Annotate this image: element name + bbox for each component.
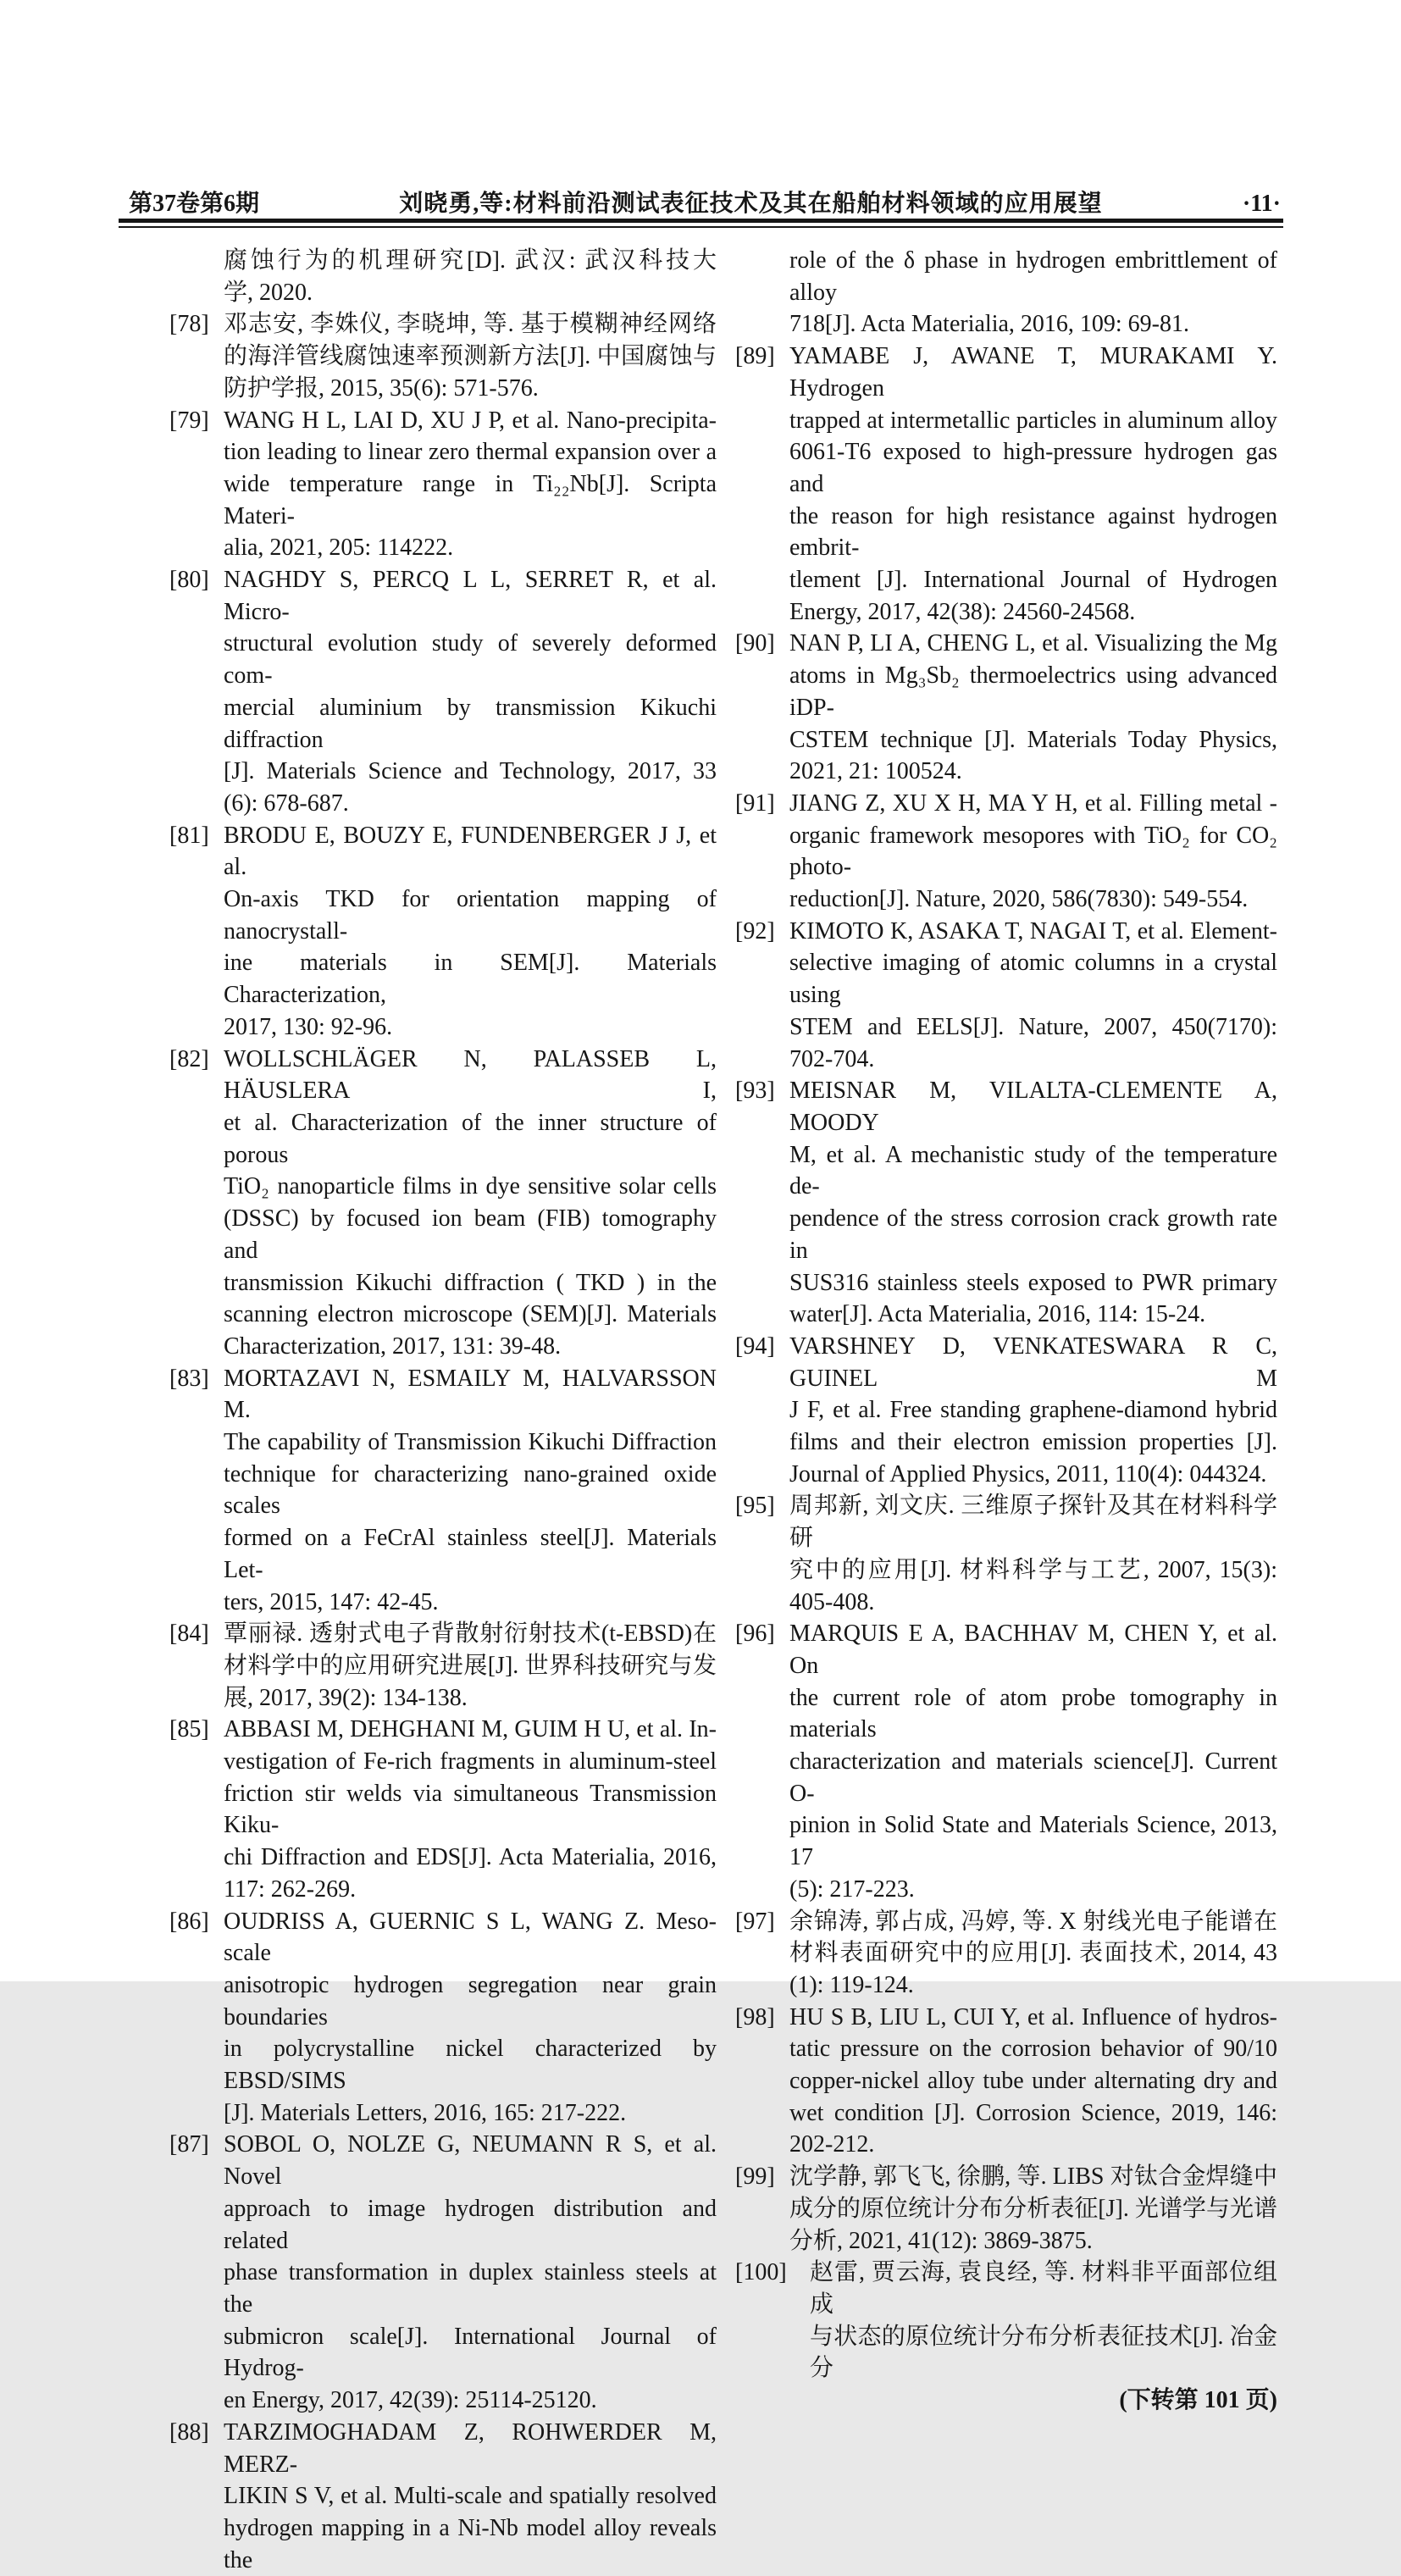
reference-line: CSTEM technique [J]. Materials Today Physics, xyxy=(789,726,1277,753)
reference-line: 沈学静, 郭飞飞, 徐鹏, 等. LIBS 对钛合金焊缝中 xyxy=(789,2163,1277,2191)
reference-item xyxy=(735,1331,1277,1491)
reference-item xyxy=(169,405,717,565)
reference-line: [J]. Materials Science and Technology, 2017, 33 xyxy=(224,758,717,785)
reference-line: phase transformation in duplex stainless steels at the xyxy=(224,2259,717,2318)
reference-line: 腐蚀行为的机理研究[D]. 武汉: 武汉科技大 xyxy=(224,247,717,274)
reference-line: pinion in Solid State and Materials Science, 2013, 17 xyxy=(789,1812,1277,1871)
reference-line: the current role of atom probe tomography in materials xyxy=(789,1684,1277,1743)
reference-number: [89] xyxy=(735,343,775,370)
reference-line: the reason for high resistance against hydrogen embrit- xyxy=(789,502,1277,562)
reference-line: tlement [J]. International Journal of Hydrogen xyxy=(789,567,1277,594)
reference-line: alia, 2021, 205: 114222. xyxy=(224,535,454,562)
reference-line: organic framework mesopores with TiO₂ for CO₂ photo- xyxy=(789,822,1277,881)
reference-line: 702-704. xyxy=(789,1045,875,1072)
reference-line: 与状态的原位统计分布分析表征技术[J]. 冶金分 xyxy=(810,2323,1277,2382)
reference-number: [82] xyxy=(169,1045,209,1072)
reference-number: [99] xyxy=(735,2163,775,2191)
reference-number: [96] xyxy=(735,1620,775,1648)
reference-line: copper-nickel alloy tube under alternating dry and xyxy=(789,2068,1277,2095)
reference-line: 202-212. xyxy=(789,2131,875,2158)
reference-line: 分析, 2021, 41(12): 3869-3875. xyxy=(789,2227,1093,2254)
reference-line: chi Diffraction and EDS[J]. Acta Materialia, 2016, xyxy=(224,1844,717,1871)
reference-line: technique for characterizing nano-grained oxide scales xyxy=(224,1460,717,1520)
reference-number: [91] xyxy=(735,789,775,817)
reference-number: [95] xyxy=(735,1493,775,1520)
reference-number: [92] xyxy=(735,917,775,945)
reference-number: [94] xyxy=(735,1332,775,1360)
reference-line: ine materials in SEM[J]. Materials Characterization, xyxy=(224,950,717,1009)
reference-line: 展, 2017, 39(2): 134-138. xyxy=(224,1684,468,1711)
reference-line: JIANG Z, XU X H, MA Y H, et al. Filling metal - xyxy=(789,789,1277,817)
reference-line: ters, 2015, 147: 42-45. xyxy=(224,1588,439,1615)
reference-item xyxy=(735,1618,1277,1905)
reference-line: tatic pressure on the corrosion behavior of 90/10 xyxy=(789,2036,1277,2063)
reference-line: 赵雷, 贾云海, 袁良经, 等. 材料非平面部位组成 xyxy=(810,2259,1277,2318)
reference-line: The capability of Transmission Kikuchi Diffraction xyxy=(224,1429,717,1456)
reference-line: 117: 262-269. xyxy=(224,1875,357,1903)
reference-line: selective imaging of atomic columns in a crystal using xyxy=(789,950,1277,1009)
reference-item xyxy=(735,1490,1277,1618)
reference-line: trapped at intermetallic particles in aluminum alloy xyxy=(789,407,1277,434)
reference-line: STEM and EELS[J]. Nature, 2007, 450(7170): xyxy=(789,1013,1277,1040)
reference-item xyxy=(735,788,1277,916)
reference-line: transmission Kikuchi diffraction ( TKD ) in the xyxy=(224,1269,717,1296)
reference-line: VARSHNEY D, VENKATESWARA R C, GUINEL M xyxy=(789,1332,1277,1392)
reference-line: HU S B, LIU L, CUI Y, et al. Influence of hydros- xyxy=(789,2003,1277,2030)
reference-line: formed on a FeCrAl stainless steel[J]. Materials Let- xyxy=(224,1525,717,1583)
reference-line: 2021, 21: 100524. xyxy=(789,758,962,785)
reference-line: Characterization, 2017, 131: 39-48. xyxy=(224,1332,562,1360)
reference-line: vestigation of Fe-rich fragments in aluminum-steel xyxy=(224,1748,717,1776)
reference-item xyxy=(735,1906,1277,2002)
continuation-note: (下转第 101 页) xyxy=(1119,2387,1277,2414)
reference-number: [80] xyxy=(169,567,209,594)
reference-line: role of the δ phase in hydrogen embrittlement of alloy xyxy=(789,247,1277,306)
reference-line: M, et al. A mechanistic study of the temperature de- xyxy=(789,1141,1277,1200)
reference-line: MEISNAR M, VILALTA-CLEMENTE A, MOODY xyxy=(789,1077,1277,1136)
page-number: ·11· xyxy=(1242,191,1281,217)
reference-line: characterization and materials science[J]. Current O- xyxy=(789,1748,1277,1807)
reference-item xyxy=(169,1714,717,1905)
reference-number: [93] xyxy=(735,1077,775,1105)
reference-line: MARQUIS E A, BACHHAV M, CHEN Y, et al. On xyxy=(789,1620,1277,1679)
reference-line: Energy, 2017, 42(38): 24560-24568. xyxy=(789,598,1136,625)
reference-line: TARZIMOGHADAM Z, ROHWERDER M, MERZ- xyxy=(224,2418,717,2478)
reference-item xyxy=(169,1618,717,1714)
reference-number: [79] xyxy=(169,407,209,434)
reference-line: 周邦新, 刘文庆. 三维原子探针及其在材料科学研 xyxy=(789,1493,1277,1552)
reference-number: [90] xyxy=(735,630,775,657)
reference-line: YAMABE J, AWANE T, MURAKAMI Y. Hydrogen xyxy=(789,343,1277,402)
reference-line: friction stir welds via simultaneous Transmission Kiku- xyxy=(224,1780,717,1839)
reference-number: [78] xyxy=(169,311,209,338)
reference-line: TiO₂ nanoparticle films in dye sensitive solar cells xyxy=(224,1173,717,1200)
reference-line: 邓志安, 李姝仪, 李晓坤, 等. 基于模糊神经网络 xyxy=(224,311,717,338)
reference-item xyxy=(735,2257,1277,2385)
reference-item xyxy=(169,2417,717,2576)
reference-item xyxy=(169,245,717,308)
reference-line: 2017, 130: 92-96. xyxy=(224,1013,393,1040)
reference-line: tion leading to linear zero thermal expansion over a xyxy=(224,439,717,466)
reference-item xyxy=(735,628,1277,788)
reference-line: NAGHDY S, PERCQ L L, SERRET R, et al. Micro- xyxy=(224,567,717,625)
reference-line: [J]. Materials Letters, 2016, 165: 217-222. xyxy=(224,2099,627,2126)
reference-line: 材料学中的应用研究进展[J]. 世界科技研究与发 xyxy=(224,1652,717,1679)
reference-line: (5): 217-223. xyxy=(789,1875,915,1903)
reference-line: J F, et al. Free standing graphene-diamond hybrid xyxy=(789,1397,1277,1424)
reference-number: [87] xyxy=(169,2131,209,2158)
reference-line: 防护学报, 2015, 35(6): 571-576. xyxy=(224,374,539,402)
reference-item xyxy=(169,1906,717,2130)
reference-line: hydrogen mapping in a Ni-Nb model alloy reveals the xyxy=(224,2514,717,2573)
reference-item xyxy=(735,916,1277,1076)
reference-line: 覃丽禄. 透射式电子背散射衍射技术(t-EBSD)在 xyxy=(224,1620,717,1648)
reference-item xyxy=(735,2002,1277,2162)
reference-line: 余锦涛, 郭占成, 冯婷, 等. X 射线光电子能谱在 xyxy=(789,1908,1277,1935)
journal-issue: 第37卷第6期 xyxy=(129,191,260,217)
reference-number: [86] xyxy=(169,1908,209,1935)
reference-line: 6061-T6 exposed to high-pressure hydrogen gas and xyxy=(789,439,1277,497)
references-column-left xyxy=(169,245,717,2576)
reference-line: SUS316 stainless steels exposed to PWR primary xyxy=(789,1269,1277,1296)
reference-line: 学, 2020. xyxy=(224,279,313,306)
reference-line: On-axis TKD for orientation mapping of nanocrystall- xyxy=(224,886,717,945)
reference-line: en Energy, 2017, 42(39): 25114-25120. xyxy=(224,2387,597,2414)
header-rule xyxy=(119,219,1283,228)
reference-number: [84] xyxy=(169,1620,209,1648)
reference-line: KIMOTO K, ASAKA T, NAGAI T, et al. Element- xyxy=(789,917,1277,945)
reference-line: ABBASI M, DEHGHANI M, GUIM H U, et al. In- xyxy=(224,1716,717,1743)
reference-line: WANG H L, LAI D, XU J P, et al. Nano-precipita- xyxy=(224,407,717,434)
reference-line: in polycrystalline nickel characterized by EBSD/SIMS xyxy=(224,2036,717,2095)
reference-line: submicron scale[J]. International Journal of Hydrog- xyxy=(224,2323,717,2382)
reference-line: 405-408. xyxy=(789,1588,875,1615)
reference-line: scanning electron microscope (SEM)[J]. Materials xyxy=(224,1301,717,1328)
reference-line: structural evolution study of severely deformed com- xyxy=(224,630,717,690)
running-title: 刘晓勇,等:材料前沿测试表征技术及其在船舶材料领域的应用展望 xyxy=(399,191,1103,217)
reference-line: wet condition [J]. Corrosion Science, 2019, 146: xyxy=(789,2099,1277,2126)
reference-line: 成分的原位统计分布分析表征[J]. 光谱学与光谱 xyxy=(789,2195,1277,2222)
reference-item xyxy=(169,2129,717,2416)
reference-line: reduction[J]. Nature, 2020, 586(7830): 549-554. xyxy=(789,886,1249,913)
reference-line: wide temperature range in Ti₂₂Nb[J]. Scripta Materi- xyxy=(224,470,717,529)
reference-line: films and their electron emission properties [J]. xyxy=(789,1429,1277,1456)
reference-line: 718[J]. Acta Materialia, 2016, 109: 69-81. xyxy=(789,311,1190,338)
reference-item xyxy=(735,245,1277,341)
reference-line: (6): 678-687. xyxy=(224,789,349,817)
reference-line: approach to image hydrogen distribution and related xyxy=(224,2195,717,2254)
reference-item xyxy=(735,1075,1277,1331)
reference-line: BRODU E, BOUZY E, FUNDENBERGER J J, et al. xyxy=(224,822,717,881)
reference-item xyxy=(169,1044,717,1363)
reference-number: [81] xyxy=(169,822,209,849)
reference-line: pendence of the stress corrosion crack growth rate in xyxy=(789,1205,1277,1264)
reference-line: (1): 119-124. xyxy=(789,1971,914,1998)
reference-item xyxy=(169,564,717,820)
reference-line: LIKIN S V, et al. Multi-scale and spatially resolved xyxy=(224,2483,717,2510)
reference-number: [100] xyxy=(735,2259,787,2286)
reference-line: SOBOL O, NOLZE G, NEUMANN R S, et al. Novel xyxy=(224,2131,717,2191)
reference-number: [98] xyxy=(735,2003,775,2030)
reference-line: (DSSC) by focused ion beam (FIB) tomography and xyxy=(224,1205,717,1264)
reference-item xyxy=(169,308,717,404)
reference-line: 的海洋管线腐蚀速率预测新方法[J]. 中国腐蚀与 xyxy=(224,343,717,370)
reference-line: NAN P, LI A, CHENG L, et al. Visualizing the Mg xyxy=(789,630,1277,657)
reference-number: [97] xyxy=(735,1908,775,1935)
references-column-right xyxy=(735,245,1277,2417)
reference-line: water[J]. Acta Materialia, 2016, 114: 15-24. xyxy=(789,1301,1206,1328)
reference-number: [85] xyxy=(169,1716,209,1743)
reference-line: MORTAZAVI N, ESMAILY M, HALVARSSON M. xyxy=(224,1365,717,1424)
reference-number: [88] xyxy=(169,2418,209,2446)
reference-line: Journal of Applied Physics, 2011, 110(4): 044324. xyxy=(789,1460,1267,1487)
page-header xyxy=(129,185,1281,219)
reference-line: et al. Characterization of the inner structure of porous xyxy=(224,1109,717,1168)
reference-line: anisotropic hydrogen segregation near grain boundaries xyxy=(224,1971,717,2030)
reference-item xyxy=(735,341,1277,628)
reference-item xyxy=(735,2161,1277,2257)
reference-line: mercial aluminium by transmission Kikuchi diffraction xyxy=(224,694,717,753)
reference-item xyxy=(169,1363,717,1619)
reference-line: 材料表面研究中的应用[J]. 表面技术, 2014, 43 xyxy=(789,1940,1277,1967)
reference-line: OUDRISS A, GUERNIC S L, WANG Z. Meso-scale xyxy=(224,1908,717,1967)
reference-number: [83] xyxy=(169,1365,209,1392)
reference-line: 究中的应用[J]. 材料科学与工艺, 2007, 15(3): xyxy=(789,1556,1277,1583)
reference-item xyxy=(169,820,717,1044)
reference-line: WOLLSCHLÄGER N, PALASSEB L, HÄUSLERA I, xyxy=(224,1045,717,1105)
reference-line: atoms in Mg₃Sb₂ thermoelectrics using advanced iDP- xyxy=(789,662,1277,721)
